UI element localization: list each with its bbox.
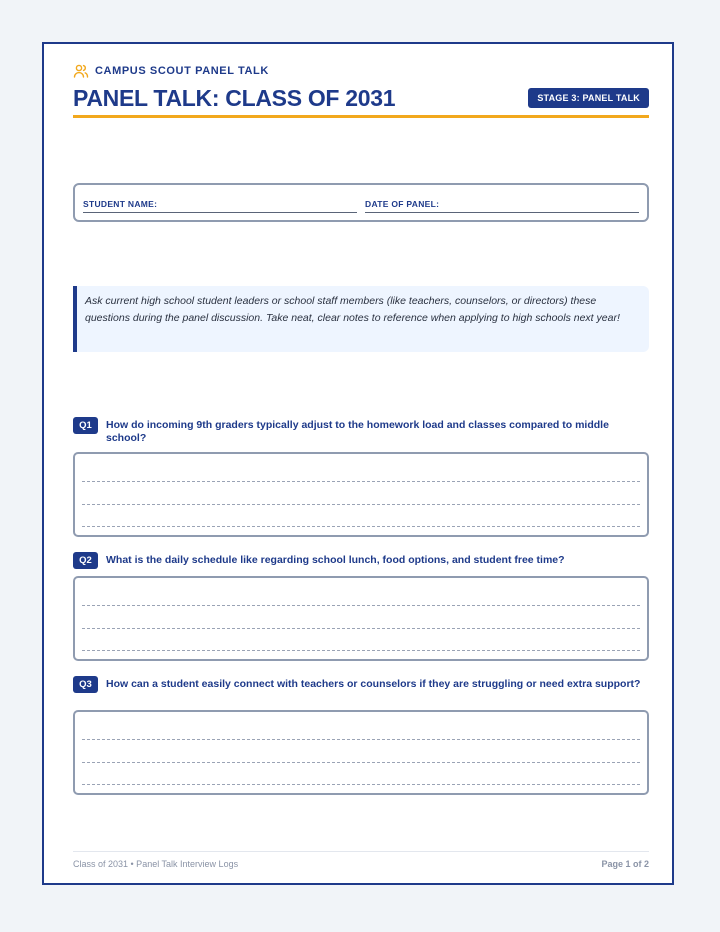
- student-name-field[interactable]: [83, 194, 357, 213]
- question-3: [73, 676, 649, 691]
- answer-line: [82, 481, 640, 482]
- answer-box[interactable]: [73, 710, 649, 795]
- student-info-box: [73, 183, 649, 222]
- worksheet-page: [42, 42, 674, 885]
- answer-line: [82, 605, 640, 606]
- answer-line: [82, 628, 640, 629]
- title-divider: [73, 115, 649, 118]
- stage-badge: STAGE 3: PANEL TALK: [528, 88, 649, 108]
- question-1: [73, 417, 649, 445]
- question-number-badge: Q3: [73, 676, 98, 693]
- panel-date-field[interactable]: [365, 194, 639, 213]
- instructions-callout: Ask current high school student leaders or school staff members (like teachers, counselors, or directors) these questions during the panel discussion. Take neat, clear notes to reference when applying to high schools next year!: [73, 286, 649, 352]
- users-icon: [73, 63, 89, 79]
- brand-name: CAMPUS SCOUT PANEL TALK: [95, 65, 269, 77]
- question-text: How do incoming 9th graders typically adjust to the homework load and classes compared to middle school?: [106, 419, 609, 444]
- answer-line: [82, 526, 640, 527]
- footer-caption: Class of 2031 • Panel Talk Interview Logs: [73, 859, 239, 869]
- question-text: What is the daily schedule like regarding school lunch, food options, and student free time?: [106, 554, 565, 566]
- panel-date-label: DATE OF PANEL:: [365, 199, 440, 209]
- question-text: How can a student easily connect with teachers or counselors if they are struggling or need extra support?: [106, 678, 641, 690]
- answer-line: [82, 650, 640, 651]
- question-number-badge: Q2: [73, 552, 98, 569]
- student-name-label: STUDENT NAME:: [83, 199, 158, 209]
- question-2: [73, 552, 649, 567]
- question-number-badge: Q1: [73, 417, 98, 434]
- header: [73, 63, 649, 111]
- brand: [73, 63, 649, 79]
- answer-line: [82, 504, 640, 505]
- answer-line: [82, 739, 640, 740]
- page-title: PANEL TALK: CLASS OF 2031: [73, 85, 396, 111]
- page-footer: [73, 851, 649, 869]
- answer-line: [82, 762, 640, 763]
- answer-box[interactable]: [73, 452, 649, 537]
- page-number: Page 1 of 2: [601, 859, 649, 869]
- answer-box[interactable]: [73, 576, 649, 661]
- answer-line: [82, 784, 640, 785]
